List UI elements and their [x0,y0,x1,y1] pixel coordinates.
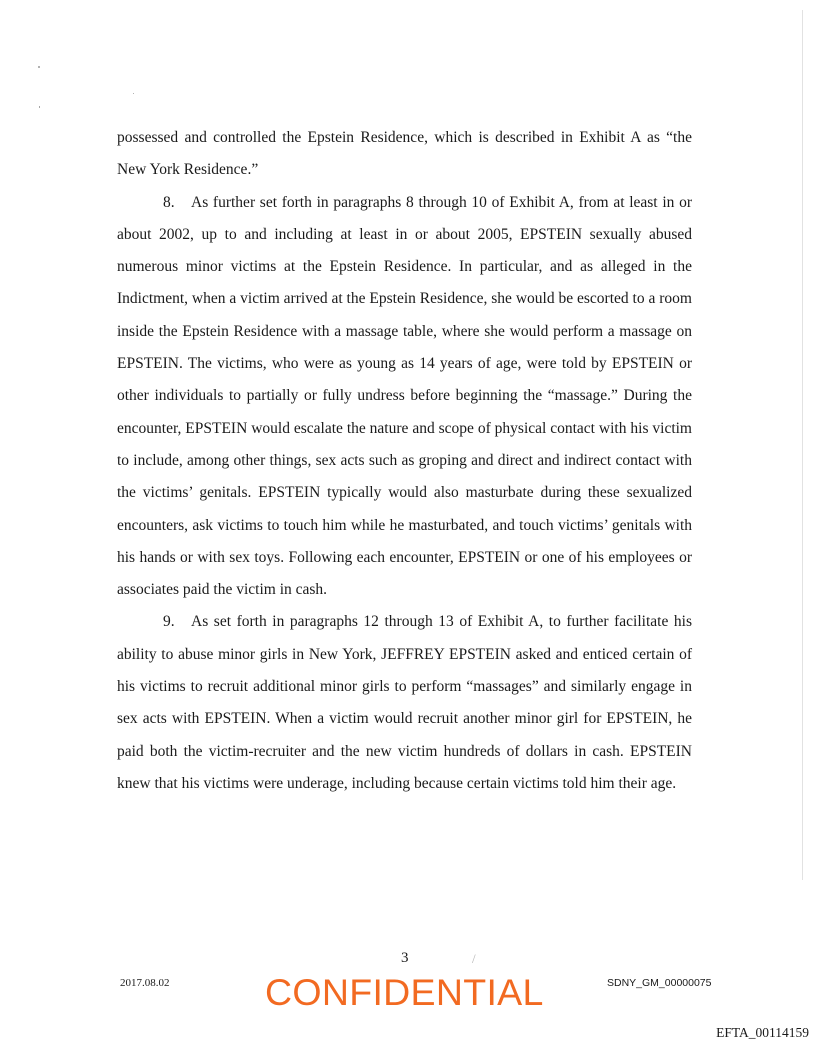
date-stamp: 2017.08.02 [120,977,170,989]
paragraph-text: As further set forth in paragraphs 8 through 10 of Exhibit A, from at least in or about 2002, up to and including at least in or about 2005, EPSTEIN sexually abused numerous minor victims at the Epstein Residence. In particular, and as alleged in the Indictment, when a victim arrived at the Epstein Residence, she would be escorted to a room inside the Epstein Residence with a massage table, where she would perform a massage on EPSTEIN. The victims, who were as young as 14 years of age, were told by EPSTEIN or other individuals to partially or fully undress before beginning the “massage.” During the encounter, EPSTEIN would escalate the nature and scope of physical contact with his victim to include, among other things, sex acts such as groping and direct and indirect contact with the victims’ genitals. EPSTEIN typically would also masturbate during these sexualized encounters, ask victims to touch him while he masturbated, and touch victims’ genitals with his hands or with sex toys. Following each encounter, EPSTEIN or one of his employees or associates paid the victim in cash. [117,193,692,599]
paragraph-number: 9. [163,613,175,631]
page-number: 3 [401,950,409,966]
paragraph-9 [117,606,692,800]
document-body [117,122,692,800]
scan-speck [133,93,134,94]
scan-speck [38,66,40,68]
paragraph-number: 8. [163,193,175,211]
confidential-stamp: CONFIDENTIAL [265,971,544,1013]
paragraph-8 [117,187,692,607]
scan-edge-line [802,10,803,880]
bates-number: SDNY_GM_00000075 [607,977,712,989]
efta-number: EFTA_00114159 [716,1025,809,1040]
intro-paragraph: possessed and controlled the Epstein Residence, which is described in Exhibit A as “the New York Residence.” [117,129,692,179]
scan-speck [39,106,40,108]
slash-mark: / [472,951,476,966]
paragraph-text: As set forth in paragraphs 12 through 13 of Exhibit A, to further facilitate his ability to abuse minor girls in New York, JEFFREY EPSTEIN asked and enticed certain of his victims to recruit additional minor girls to perform “massages” and similarly engage in sex acts with EPSTEIN. When a victim would recruit another minor girl for EPSTEIN, he paid both the victim-recruiter and the new victim hundreds of dollars in cash. EPSTEIN knew that his victims were underage, including because certain victims told him their age. [117,613,692,792]
